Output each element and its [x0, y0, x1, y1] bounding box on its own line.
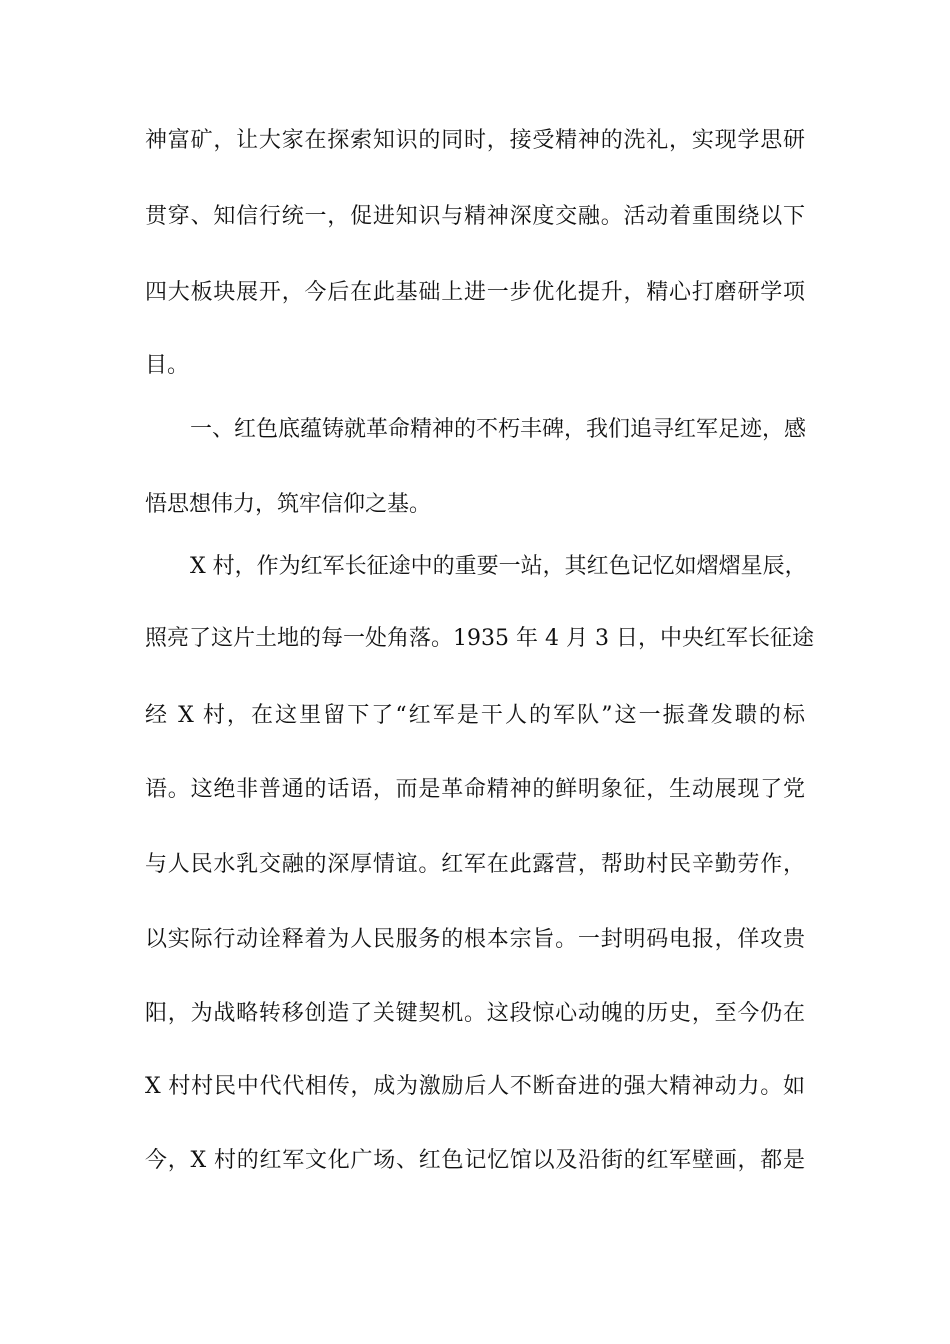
paragraph-line: 以实际行动诠释着为人民服务的根本宗旨。一封明码电报，佯攻贵 — [145, 927, 805, 952]
paragraph-line: 语。这绝非普通的话语，而是革命精神的鲜明象征，生动展现了党 — [145, 777, 805, 802]
paragraph-line: 经 X 村，在这里留下了“红军是干人的军队”这一振聋发聩的标 — [145, 703, 805, 728]
paragraph-line: 神富矿，让大家在探索知识的同时，接受精神的洗礼，实现学思研 — [145, 128, 805, 153]
paragraph-line: 贯穿、知信行统一，促进知识与精神深度交融。活动着重围绕以下 — [145, 204, 805, 229]
paragraph-line: 阳，为战略转移创造了关键契机。这段惊心动魄的历史，至今仍在 — [145, 1001, 805, 1026]
paragraph-line: 四大板块展开，今后在此基础上进一步优化提升，精心打磨研学项 — [145, 280, 805, 305]
paragraph-line: 今，X 村的红军文化广场、红色记忆馆以及沿街的红军壁画，都是 — [145, 1148, 805, 1173]
section-heading-line: 一、红色底蕴铸就革命精神的不朽丰碑，我们追寻红军足迹，感 — [190, 417, 807, 442]
paragraph-line: 目。 — [145, 353, 190, 378]
paragraph-line: X 村，作为红军长征途中的重要一站，其红色记忆如熠熠星辰， — [190, 554, 807, 579]
paragraph-line: 照亮了这片土地的每一处角落。1935 年 4 月 3 日，中央红军长征途 — [145, 626, 814, 651]
paragraph-line: 与人民水乳交融的深厚情谊。红军在此露营，帮助村民辛勤劳作， — [145, 852, 805, 877]
paragraph-line: X 村村民中代代相传，成为激励后人不断奋进的强大精神动力。如 — [145, 1074, 805, 1099]
section-heading-line: 悟思想伟力，筑牢信仰之基。 — [145, 492, 432, 517]
